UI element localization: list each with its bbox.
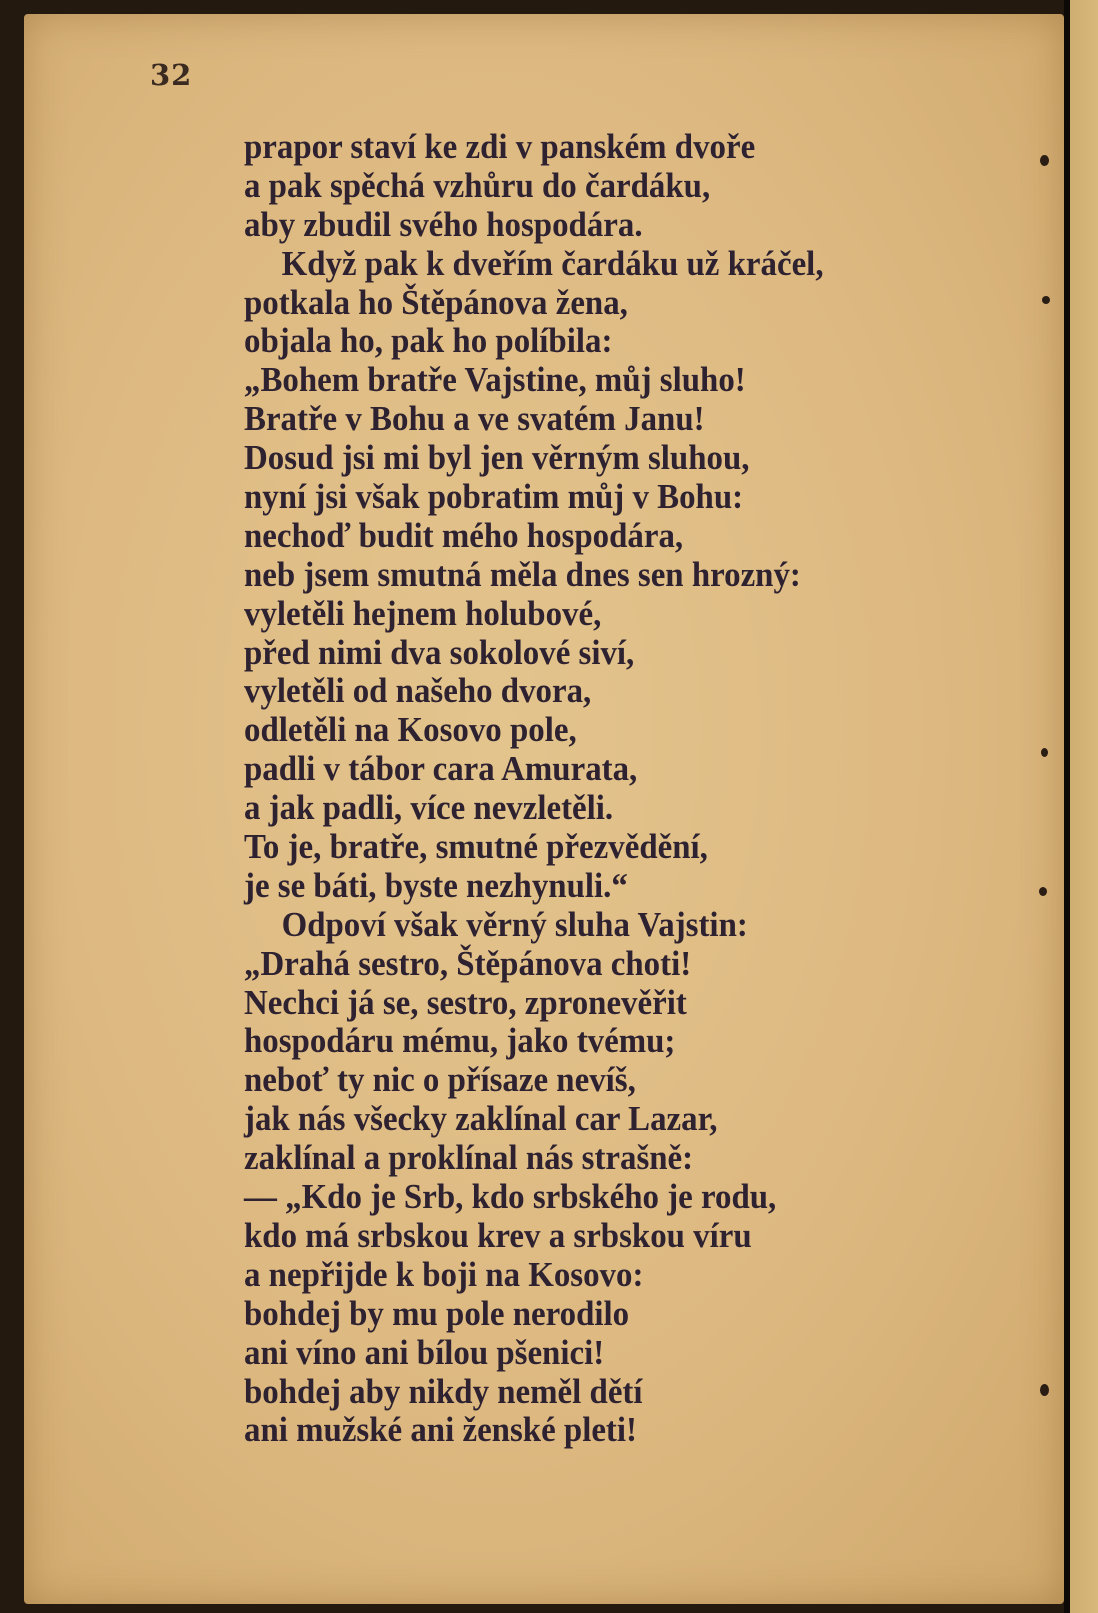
poem-line: zaklínal a proklínal nás strašně: — [244, 1138, 694, 1178]
facing-page-edge — [1070, 0, 1098, 1613]
poem-line: Když pak k dveřím čardáku už kráčel, — [281, 243, 824, 283]
ink-speck — [1039, 887, 1047, 896]
poem-line: Nechci já se, sestro, zpronevěřit — [244, 982, 687, 1022]
poem-line: bohdej by mu pole nerodilo — [244, 1293, 630, 1333]
poem-line: Odpoví však věrný sluha Vajstin: — [281, 904, 748, 944]
poem-text — [244, 128, 940, 1450]
poem-line: hospodáru mému, jako tvému; — [244, 1021, 676, 1061]
poem-line: jak nás všecky zaklínal car Lazar, — [244, 1099, 718, 1139]
poem-line: To je, bratře, smutné přezvědění, — [244, 827, 708, 867]
poem-line: vyletěli hejnem holubové, — [244, 593, 602, 633]
poem-line: potkala ho Štěpánova žena, — [244, 282, 628, 322]
poem-line: bohdej aby nikdy neměl dětí — [244, 1371, 643, 1411]
poem-line: — „Kdo je Srb, kdo srbského je rodu, — [244, 1177, 777, 1217]
poem-line: objala ho, pak ho políbila: — [244, 321, 613, 361]
poem-line: aby zbudil svého hospodára. — [244, 204, 643, 244]
ink-speck — [1040, 1384, 1049, 1396]
poem-line: kdo má srbskou krev a srbskou víru — [244, 1215, 752, 1255]
page-number: 32 — [150, 58, 193, 92]
poem-line: ani víno ani bílou pšenici! — [244, 1332, 605, 1372]
poem-line: a jak padli, více nevzletěli. — [244, 788, 614, 828]
poem-line: „Drahá sestro, Štěpánova choti! — [244, 943, 692, 983]
poem-line: odletěli na Kosovo pole, — [244, 710, 577, 750]
ink-speck — [1040, 155, 1049, 166]
poem-line: před nimi dva sokolové siví, — [244, 632, 635, 672]
ink-speck — [1041, 748, 1048, 757]
poem-line: prapor staví ke zdi v panském dvoře — [244, 127, 756, 166]
poem-line: nyní jsi však pobratim můj v Bohu: — [244, 477, 744, 517]
poem-line: vyletěli od našeho dvora, — [244, 671, 592, 711]
poem-line: a nepřijde k boji na Kosovo: — [244, 1254, 644, 1294]
poem-line: „Bohem bratře Vajstine, můj sluho! — [244, 360, 746, 400]
poem-line: ani mužské ani ženské pleti! — [244, 1410, 637, 1450]
poem-line: neboť ty nic o přísaze nevíš, — [244, 1060, 636, 1100]
poem-line: Bratře v Bohu a ve svatém Janu! — [244, 399, 705, 439]
ink-speck — [1042, 296, 1050, 304]
poem-line: je se báti, byste nezhynuli.“ — [244, 865, 628, 905]
poem-line: neb jsem smutná měla dnes sen hrozný: — [244, 554, 801, 594]
poem-line: padli v tábor cara Amurata, — [244, 749, 638, 789]
poem-line: Dosud jsi mi byl jen věrným sluhou, — [244, 438, 750, 478]
poem-line: nechoď budit mého hospodára, — [244, 515, 684, 555]
poem-line: a pak spěchá vzhůru do čardáku, — [244, 165, 711, 205]
